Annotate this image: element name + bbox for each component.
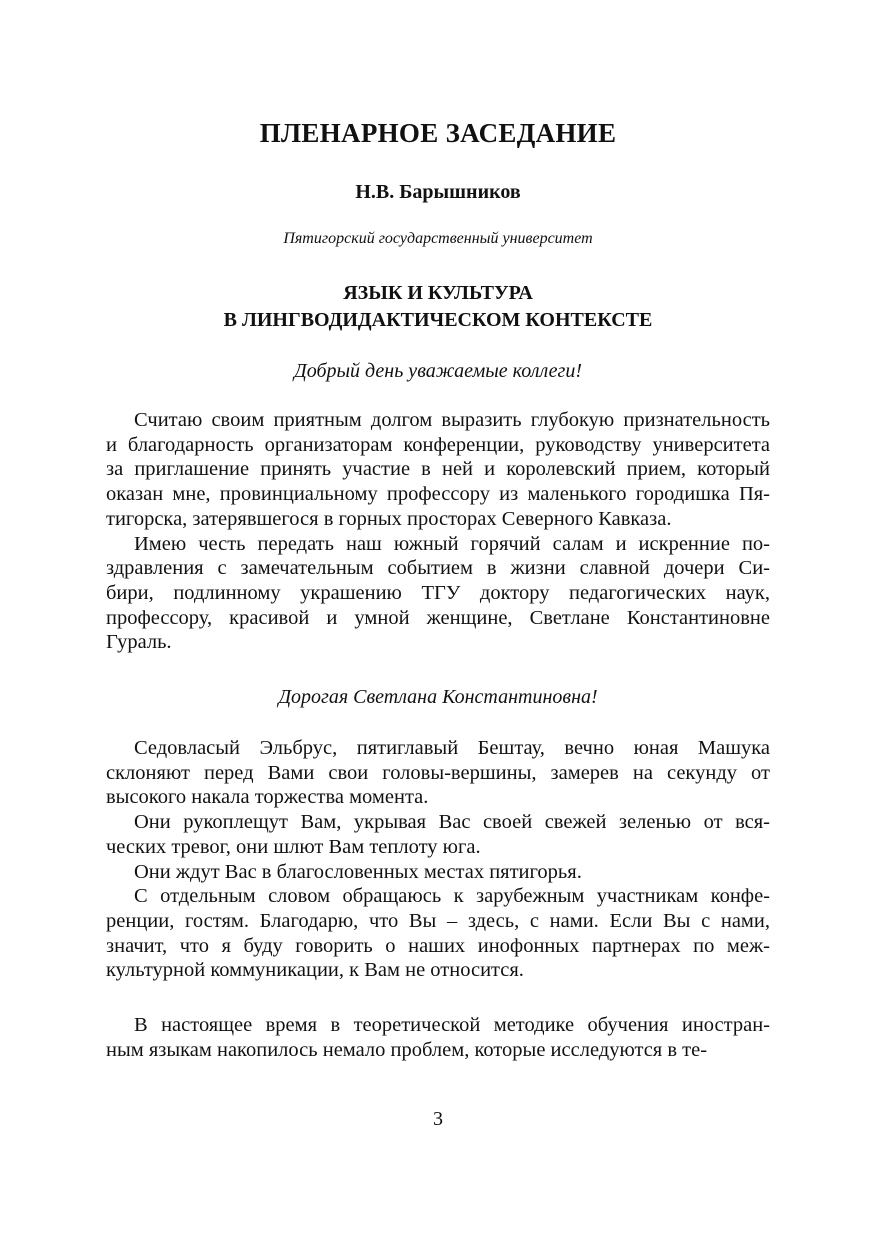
paragraph xyxy=(106,810,770,859)
text-line: значит, что я буду говорить о наших инофонных партнерах по меж- xyxy=(106,934,770,957)
section-title: ПЛЕНАРНОЕ ЗАСЕДАНИЕ xyxy=(259,118,617,148)
text-line: Считаю своим приятным долгом выразить глубокую признательность xyxy=(134,409,770,431)
text-line: С отдельным словом обращаюсь к зарубежным участникам конфе- xyxy=(134,885,770,908)
article-title-line: В ЛИНГВОДИДАКТИЧЕСКОМ КОНТЕКСТЕ xyxy=(223,309,653,331)
paragraph xyxy=(106,736,770,810)
text-block-1 xyxy=(106,408,770,655)
author-name: Н.В. Барышников xyxy=(355,181,521,203)
paragraph xyxy=(106,1013,770,1062)
text-line: ренции, гостям. Благодарю, что Вы – здесь, с нами. Если Вы с нами, xyxy=(106,909,770,932)
text-line: здравления с замечательным событием в жизни славной дочери Си- xyxy=(106,557,770,580)
text-line: В настоящее время в теоретической методике обучения иностран- xyxy=(134,1014,770,1036)
paragraph xyxy=(106,860,770,885)
greeting-colleagues: Добрый день уважаемые коллеги! xyxy=(293,360,583,382)
author-affiliation: Пятигорский государственный университет xyxy=(283,230,593,247)
article-title xyxy=(0,280,876,334)
text-line: Гураль. xyxy=(106,631,172,654)
text-line: Они рукоплещут Вам, укрывая Вас своей свежей зеленью от вся- xyxy=(134,811,770,834)
text-line: культурной коммуникации, к Вам не относится. xyxy=(106,959,524,982)
text-line: склоняют перед Вами свои головы-вершины, замерев на секунду от xyxy=(106,761,770,784)
paragraph xyxy=(106,884,770,983)
text-line: за приглашение принять участие в ней и королевский прием, который xyxy=(106,458,770,481)
text-line: бири, подлинному украшению ТГУ доктору педагогических наук, xyxy=(106,581,770,604)
article-title-line: ЯЗЫК И КУЛЬТУРА xyxy=(343,282,533,304)
text-block-3 xyxy=(106,1013,770,1062)
text-line: и благодарность организаторам конференции, руководству университета xyxy=(106,433,770,456)
paragraph xyxy=(106,532,770,656)
text-line: Они ждут Вас в благословенных местах пятигорья. xyxy=(134,860,582,883)
text-line: ческих тревог, они шлют Вам теплоту юга. xyxy=(106,835,481,858)
text-line: профессору, красивой и умной женщине, Светлане Константиновне xyxy=(106,606,770,629)
text-line: Седовласый Эльбрус, пятиглавый Бештау, вечно юная Машука xyxy=(134,737,770,759)
page-number: 3 xyxy=(433,1108,443,1130)
text-line: Имею честь передать наш южный горячий салам и искренние по- xyxy=(134,532,770,555)
text-line: ным языкам накопилось немало проблем, которые исследуются в те- xyxy=(106,1038,708,1061)
greeting-addressee: Дорогая Светлана Константиновна! xyxy=(278,686,598,708)
paragraph xyxy=(106,408,770,532)
text-line: оказан мне, провинциальному профессору из маленького городишка Пя- xyxy=(106,483,770,506)
text-line: высокого накала торжества момента. xyxy=(106,786,429,809)
text-line: тигорска, затерявшегося в горных просторах Северного Кавказа. xyxy=(106,507,672,530)
text-block-2 xyxy=(106,736,770,983)
